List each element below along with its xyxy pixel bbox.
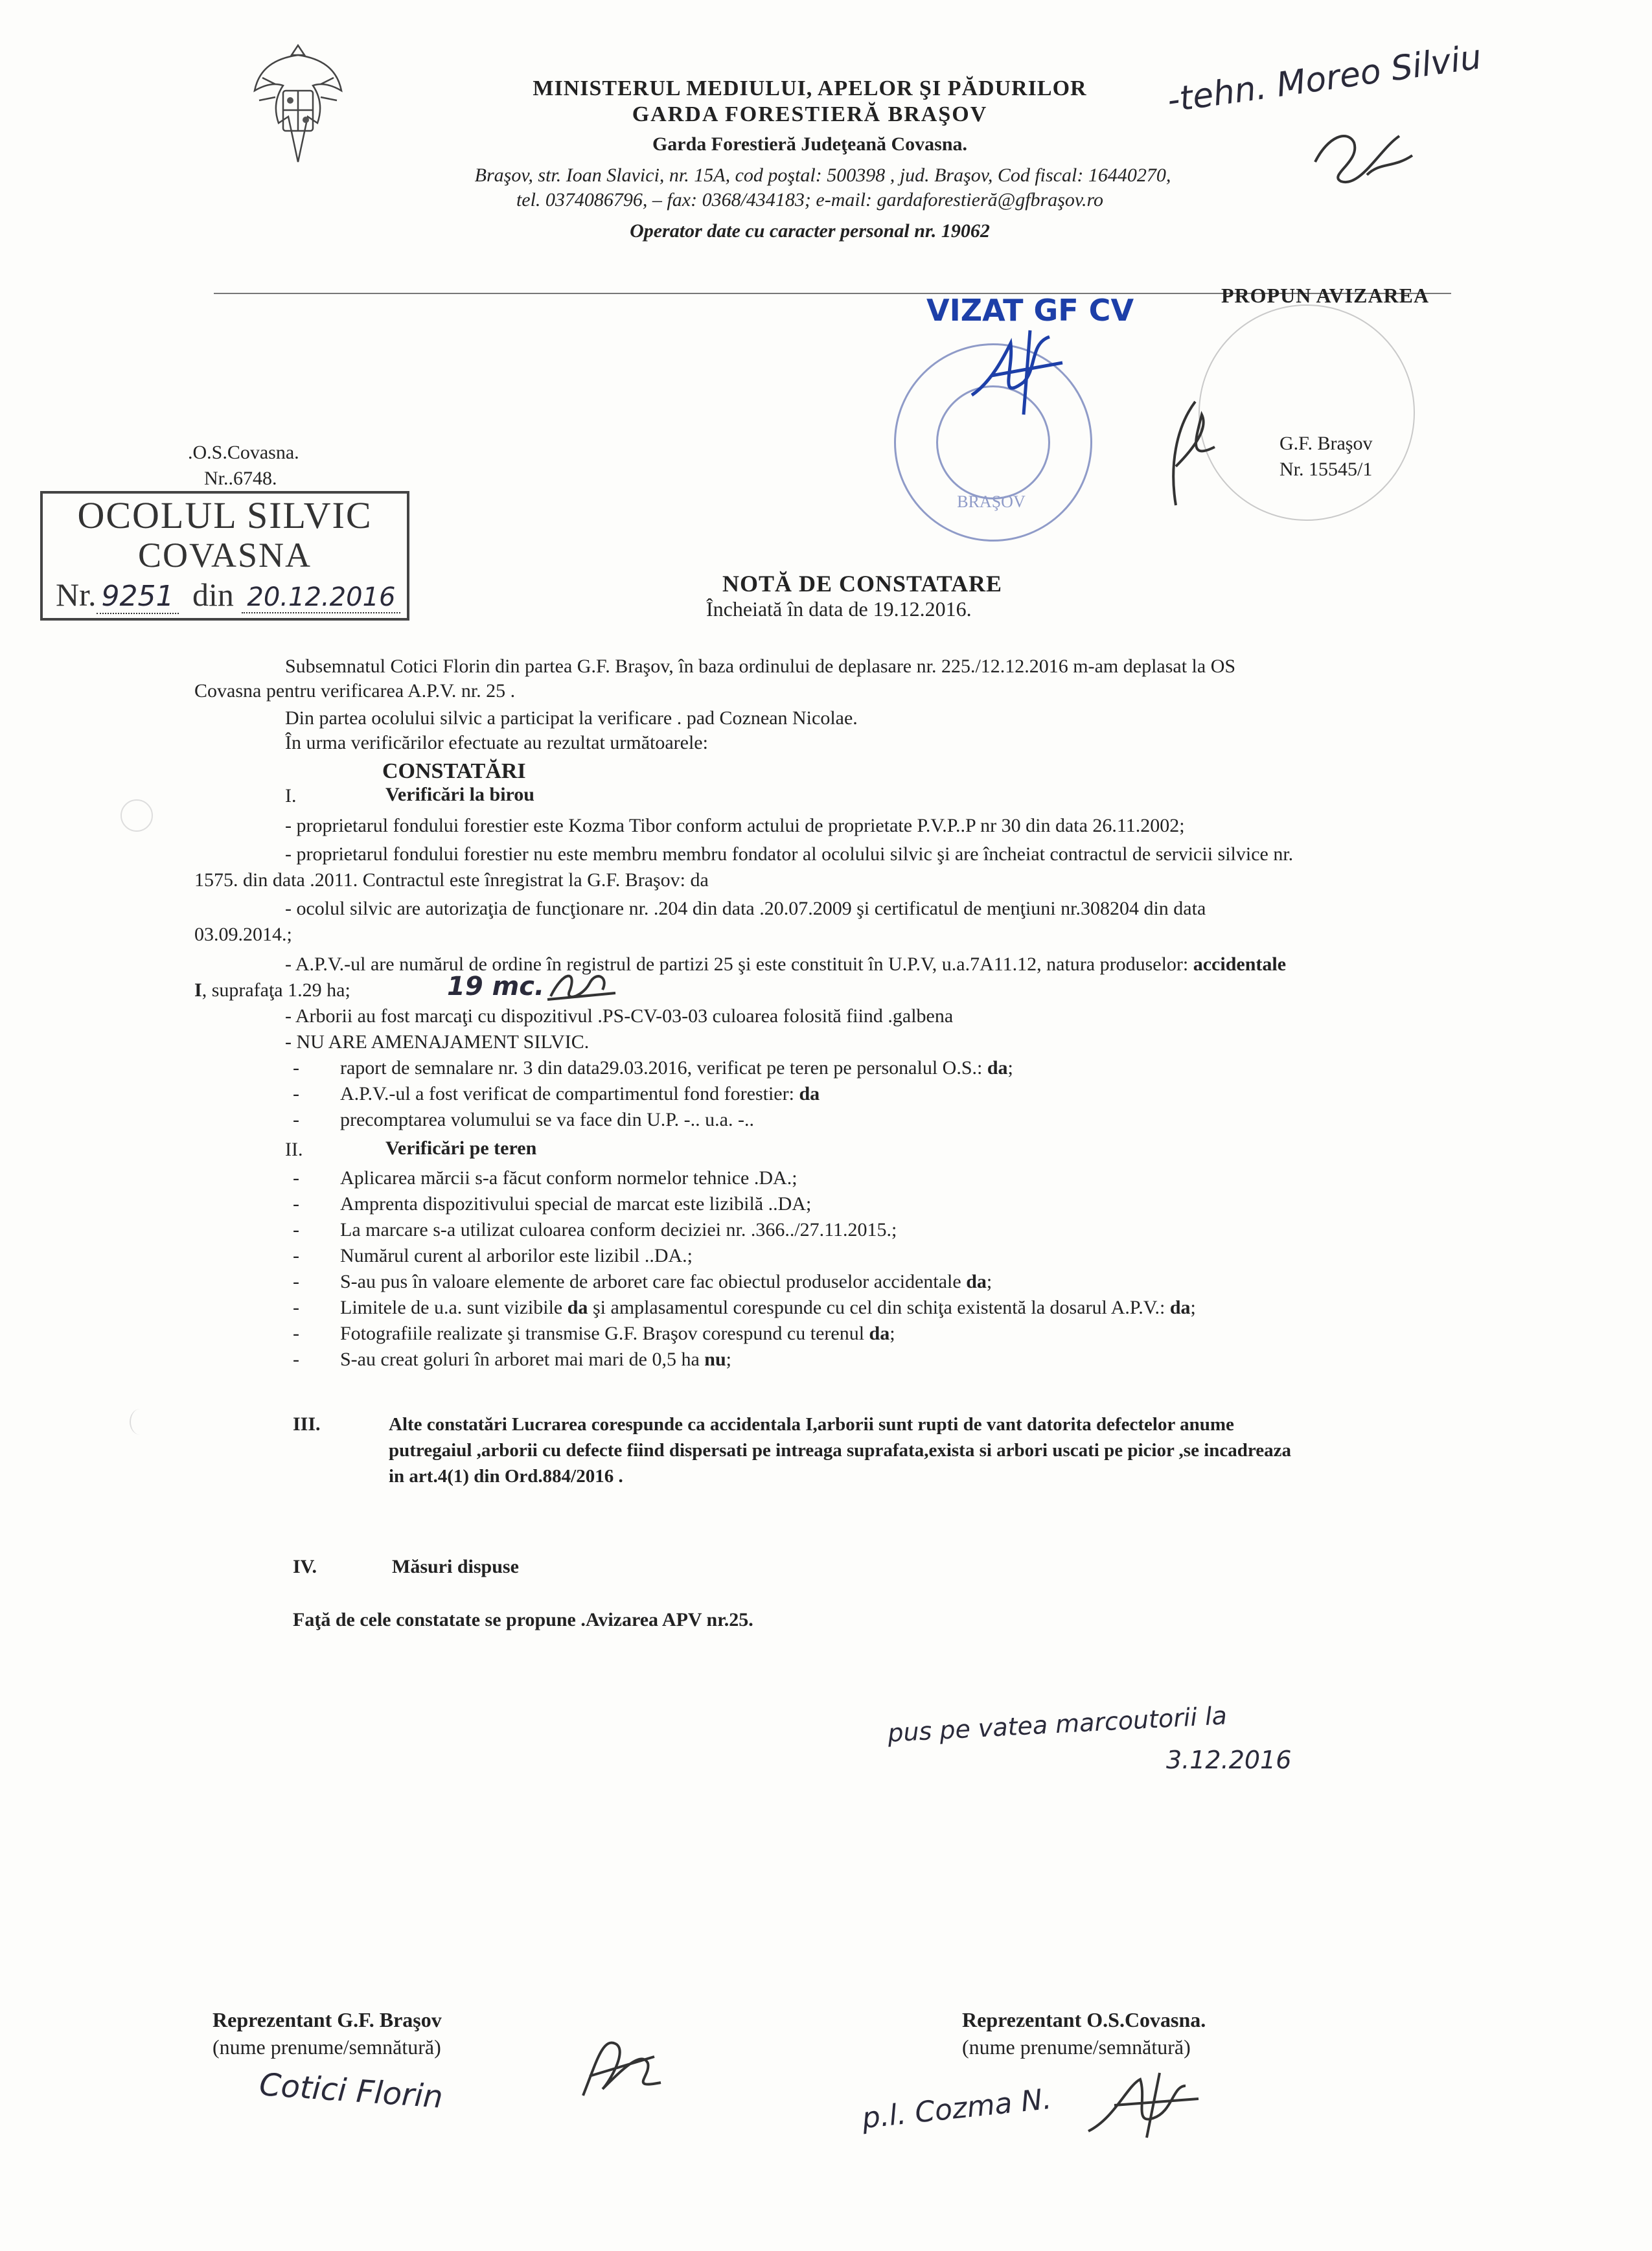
office-check-8-text: A.P.V.-ul a fost verificat de compartimentul fond forestier: (340, 1083, 799, 1104)
contact-line: tel. 0374086796, – fax: 0368/434183; e-mail: gardaforestieră@gfbraşov.ro (516, 189, 1104, 211)
gf-representative-title: Reprezentant G.F. Braşov (212, 2008, 442, 2031)
stamp-din-label: din (192, 577, 234, 613)
section2-number: II. (285, 1139, 303, 1160)
field-check-8-bold: nu (704, 1349, 726, 1370)
field-check-4: Numărul curent al arborilor este lizibil ..DA.; (340, 1245, 693, 1266)
bullet-dash-8: - (293, 1083, 299, 1104)
ministry-name: MINISTERUL MEDIULUI, APELOR ŞI PĂDURILOR (533, 76, 1087, 100)
os-ref-line1: .O.S.Covasna. (188, 442, 299, 463)
handwritten-note-line1: pus pe vatea marcoutorii la (887, 1701, 1228, 1748)
round-stamp-city: BRAŞOV (957, 492, 1026, 511)
bullet-dash-t1: - (293, 1167, 299, 1189)
field-check-5-bold: da (966, 1271, 987, 1292)
ocol-registration-stamp (40, 491, 409, 621)
bullet-dash-t6: - (293, 1297, 299, 1318)
coat-of-arms-emblem (249, 39, 347, 168)
scan-margin-mark (130, 1409, 150, 1435)
stamp-din-value: 20.12.2016 (242, 582, 400, 613)
gf-signature (570, 2024, 667, 2108)
volume-initials (544, 964, 622, 1009)
stamp-line2: COVASNA (137, 536, 312, 575)
os-ref-line2: Nr..6748. (204, 468, 277, 489)
field-check-5: S-au pus în valoare elemente de arboret care fac obiectul produselor accidentale da; (340, 1271, 992, 1292)
vizat-handwritten: VIZAT GF CV (926, 293, 1134, 328)
section3-number: III. (293, 1413, 321, 1435)
vizat-signature (952, 317, 1082, 421)
office-check-4b-text: , suprafaţa 1.29 ha; (201, 979, 350, 1001)
gf-representative-sub: (nume prenume/semnătură) (212, 2035, 441, 2059)
propun-org: G.F. Braşov (1279, 433, 1373, 454)
field-check-6-text-a: Limitele de u.a. sunt vizibile (340, 1297, 568, 1318)
bullet-dash-t4: - (293, 1245, 299, 1266)
field-check-8-text: S-au creat goluri în arboret mai mari de 0,5 ha (340, 1349, 705, 1370)
bullet-dash-9: - (293, 1109, 299, 1130)
bullet-dash-t7: - (293, 1323, 299, 1344)
office-check-4a-text: - A.P.V.-ul are numărul de ordine în registrul de partizi 25 şi este constituit în U.P.V, u.a.7A11.12, natura produselor: (285, 954, 1193, 975)
address-line: Braşov, str. Ioan Slavici, nr. 15A, cod poştal: 500398 , jud. Braşov, Cod fiscal: 16440270, (474, 165, 1171, 186)
garda-name: GARDA FORESTIERĂ BRAŞOV (632, 102, 988, 126)
document-date: Încheiată în data de 19.12.2016. (706, 597, 972, 621)
propun-round-stamp (1199, 304, 1415, 521)
handwritten-name-top-right: -tehn. Moreo Silviu (1165, 38, 1484, 120)
field-check-7: Fotografiile realizate şi transmise G.F. Braşov corespund cu terenul da; (340, 1323, 895, 1344)
bullet-dash-t8: - (293, 1349, 299, 1370)
office-check-4b (194, 978, 350, 1003)
field-check-2: Amprenta dispozitivului special de marcat este lizibilă ..DA; (340, 1193, 812, 1215)
section4-title: Măsuri dispuse (392, 1556, 519, 1577)
section1-title: Verificări la birou (385, 784, 534, 805)
intro-p1a: Subsemnatul Cotici Florin din partea G.F. Braşov, în baza ordinului de deplasare nr. 225./12.12.2016 m-am deplasat la OS (285, 656, 1236, 677)
stamp-line1: OCOLUL SILVIC (77, 494, 373, 536)
os-representative-sub: (nume prenume/semnătură) (962, 2035, 1191, 2059)
office-check-2a: - proprietarul fondului forestier nu este membru membru fondator al ocolului silvic şi are încheiat contractul de servicii silvice nr. (285, 843, 1294, 865)
document-title: NOTĂ DE CONSTATARE (722, 571, 1003, 597)
office-check-7-text: raport de semnalare nr. 3 din data29.03.2016, verificat pe teren pe personalul O.S.: (340, 1057, 987, 1079)
field-check-6: Limitele de u.a. sunt vizibile da şi amplasamentul corespunde cu cel din schiţa existentă la dosarul A.P.V.: da; (340, 1297, 1196, 1318)
field-check-6-text-b: şi amplasamentul corespunde cu cel din schiţa existentă la dosarul A.P.V.: (588, 1297, 1170, 1318)
os-representative-handwritten-name: p.l. Cozma N. (860, 2082, 1053, 2136)
propun-nr: Nr. 15545/1 (1279, 459, 1373, 480)
propun-signature (1156, 389, 1228, 518)
field-check-3: La marcare s-a utilizat culoarea conform deciziei nr. .366../27.11.2015.; (340, 1219, 897, 1240)
bullet-dash-t5: - (293, 1271, 299, 1292)
intro-p2: Din partea ocolului silvic a participat la verificare . pad Coznean Nicolae. (285, 707, 858, 729)
office-check-4a-bold: accidentale (1193, 954, 1287, 975)
stamp-line3 (43, 574, 407, 618)
signature-top-right (1302, 123, 1419, 194)
conclusion: Faţă de cele constatate se propune .Avizarea APV nr.25. (293, 1609, 753, 1630)
scan-margin-circle (120, 799, 153, 832)
office-check-3b: 03.09.2014.; (194, 924, 292, 945)
office-check-9: precomptarea volumului se va face din U.P. -.. u.a. -.. (340, 1109, 754, 1130)
os-representative-title: Reprezentant O.S.Covasna. (962, 2008, 1206, 2031)
office-check-8 (340, 1082, 820, 1106)
field-check-6-bold-a: da (567, 1297, 588, 1318)
field-check-5-text: S-au pus în valoare elemente de arboret care fac obiectul produselor accidentale (340, 1271, 967, 1292)
office-check-1: - proprietarul fondului forestier este Kozma Tibor conform actului de proprietate P.V.P..P nr 30 din data 26.11.2002; (285, 815, 1185, 836)
office-check-4a (285, 952, 1286, 977)
other-findings-line2: putregaiul ,arborii cu defecte fiind dispersati pe intreaga suprafata,exista si arbori uscati pe picior ,se incadreaza (389, 1440, 1291, 1461)
office-check-7: raport de semnalare nr. 3 din data29.03.2016, verificat pe teren pe personalul O.S.: da; (340, 1057, 1013, 1079)
office-check-3a: - ocolul silvic are autorizaţia de funcţionare nr. .204 din data .20.07.2009 şi certificatul de menţiuni nr.308204 din data (285, 898, 1206, 919)
field-check-7-bold: da (869, 1323, 890, 1344)
field-check-8: S-au creat goluri în arboret mai mari de 0,5 ha nu; (340, 1349, 732, 1370)
stamp-nr-value: 9251 (97, 580, 179, 614)
intro-p1b: Covasna pentru verificarea A.P.V. nr. 25 . (194, 680, 516, 702)
garda-county: Garda Forestieră Judeţeană Covasna. (652, 133, 968, 155)
section2-title: Verificări pe teren (385, 1137, 537, 1159)
bullet-dash-7: - (293, 1057, 299, 1079)
os-signature (1075, 2060, 1205, 2151)
propun-title: PROPUN AVIZAREA (1221, 284, 1430, 307)
office-check-4b-bold: I (194, 979, 202, 1001)
bullet-dash-t3: - (293, 1219, 299, 1240)
operator-line: Operator date cu caracter personal nr. 19062 (630, 220, 990, 242)
volume-handwritten: 19 mc. (447, 972, 545, 1001)
stamp-nr-label: Nr. (56, 577, 97, 613)
handwritten-note-line2: 3.12.2016 (1166, 1746, 1292, 1774)
field-check-6-bold-b: da (1169, 1297, 1191, 1318)
intro-p3: În urma verificărilor efectuate au rezultat următoarele: (285, 732, 708, 753)
bullet-dash-t2: - (293, 1193, 299, 1215)
constatari-heading: CONSTATĂRI (382, 759, 526, 783)
office-check-6: - NU ARE AMENAJAMENT SILVIC. (285, 1031, 590, 1053)
field-check-1: Aplicarea mărcii s-a făcut conform normelor tehnice .DA.; (340, 1167, 797, 1189)
office-check-2b: 1575. din data .2011. Contractul este înregistrat la G.F. Braşov: da (194, 869, 709, 891)
office-check-8-bold: da (799, 1083, 820, 1104)
other-findings-line3: in art.4(1) din Ord.884/2016 . (389, 1466, 623, 1487)
office-check-7-bold: da (987, 1057, 1008, 1079)
office-check-5: - Arborii au fost marcaţi cu dispozitivul .PS-CV-03-03 culoarea folosită fiind .galbena (285, 1005, 954, 1027)
field-check-7-text: Fotografiile realizate şi transmise G.F. Braşov corespund cu terenul (340, 1323, 869, 1344)
section1-number: I. (285, 785, 297, 806)
other-findings-line1: Alte constatări Lucrarea corespunde ca accidentala I,arborii sunt rupti de vant datorita defectelor anume (389, 1414, 1234, 1435)
gf-representative-handwritten-name: Cotici Florin (258, 2066, 444, 2116)
section4-number: IV. (293, 1556, 317, 1577)
